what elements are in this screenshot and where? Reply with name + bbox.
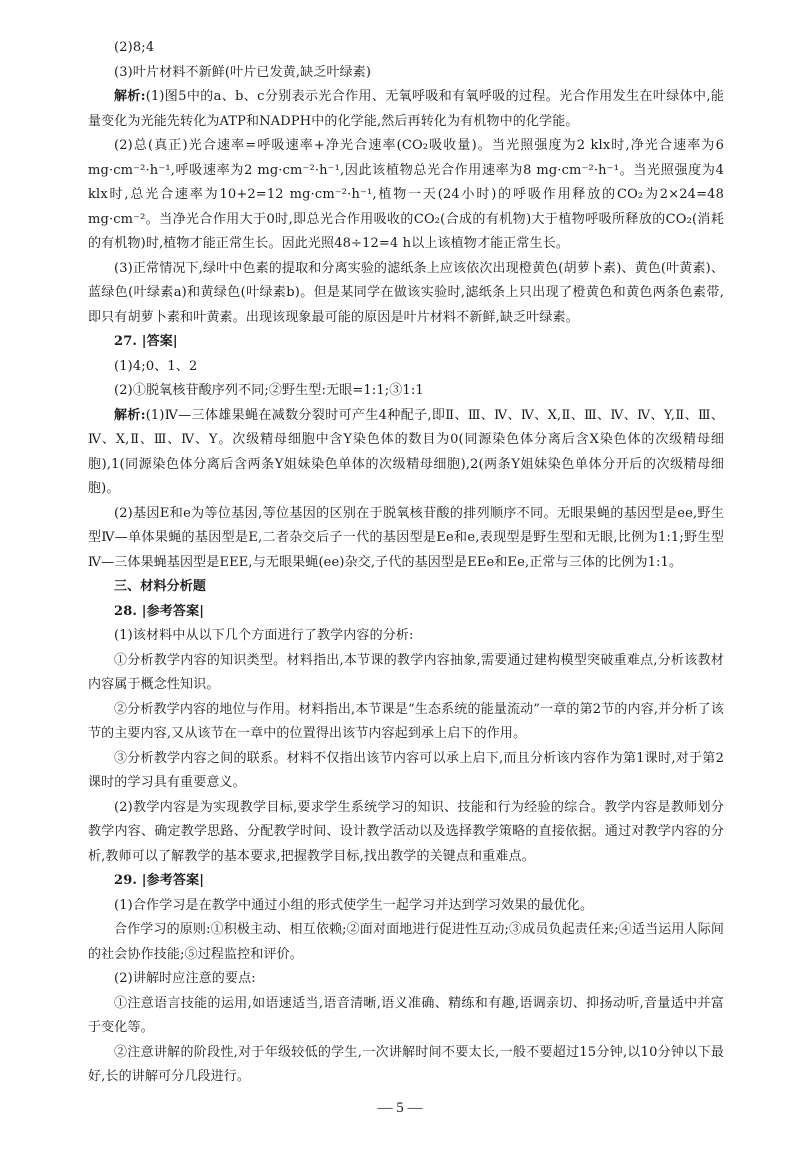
q29-para-4: ①注意语言技能的运用,如语速适当,语音清晰,语义准确、精练和有趣,语调亲切、抑扬动听,音量适中并富于变化等。 [88,995,724,1035]
q26-analysis-1 [88,85,724,134]
q26-analysis-2: (2)总(真正)光合速率=呼吸速率+净光合速率(CO₂吸收量)。当光照强度为2 klx时,净光合速率为6 mg·cm⁻²·h⁻¹,呼吸速率为2 mg·cm⁻²·h⁻¹,因此该植物总光合作用速率为8 mg·cm⁻²·h⁻¹。当光照强度为4 klx时,总光合速率为10+2=12 mg·cm⁻²·h⁻¹,植物一天(24小时)的呼吸作用释放的CO₂为2×24=48 mg·cm⁻²。当净光合作用大于0时,即总光合作用吸收的CO₂(合成的有机物)大于植物呼吸所释放的CO₂(消耗的有机物)时,植物才能正常生长。因此光照48÷12=4 h以上该植物才能正常生长。 [88,138,724,251]
page-body [88,36,724,1090]
q28-para-5: (2)教学内容是为实现教学目标,要求学生系统学习的知识、技能和行为经验的综合。教学内容是教师划分教学内容、确定教学思路、分配教学时间、设计教学活动以及选择教学策略的直接依据。通过对教学内容的分析,教师可以了解教学的基本要求,把握教学目标,找出教学的关键点和重难点。 [88,799,724,864]
q29-heading: 29. |参考答案| [114,873,205,888]
q28-para-1: (1)该材料中从以下几个方面进行了教学内容的分析: [114,628,414,643]
q26-analysis-3: (3)正常情况下,绿叶中色素的提取和分离实验的滤纸条上应该依次出现橙黄色(胡萝卜素)、黄色(叶黄素)、蓝绿色(叶绿素a)和黄绿色(叶绿素b)。但是某同学在做该实验时,滤纸条上只出现了橙黄色和黄色两条色素带,即只有胡萝卜素和叶黄素。出现该现象最可能的原因是叶片材料不新鲜,缺乏叶绿素。 [88,260,724,325]
q29-para-5: ②注意讲解的阶段性,对于年级较低的学生,一次讲解时间不要太长,一般不要超过15分钟,以10分钟以下最好,长的讲解可分几段进行。 [88,1044,724,1084]
q26-answer-line-2: (2)8;4 [114,40,155,55]
section-heading: 三、材料分析题 [114,579,207,594]
page-number: — 5 — [377,1100,423,1116]
analysis-label: 解析: [114,407,146,423]
q27-heading: 27. |答案| [114,334,178,349]
q27-analysis-1-text: (1)Ⅳ—三体雄果蝇在减数分裂时可产生4种配子,即Ⅱ、Ⅲ、Ⅳ、Ⅳ、X,Ⅱ、Ⅲ、Ⅳ、Ⅳ、Y,Ⅱ、Ⅲ、Ⅳ、X,Ⅱ、Ⅲ、Ⅳ、Y。次级精母细胞中含Y染色体的数目为0(同源染色体分离后含X染色体的次级精母细胞),1(同源染色体分离后含两条Y姐妹染色单体的次级精母细胞),2(两条Y姐妹染色单体分开后的次级精母细胞)。 [88,407,725,496]
q29-para-3: (2)讲解时应注意的要点: [114,971,256,986]
q28-heading: 28. |参考答案| [114,603,205,619]
analysis-label: 解析: [114,89,146,104]
q28-para-3: ②分析教学内容的地位与作用。材料指出,本节课是“生态系统的能量流动”一章的第2节的内容,并分析了该节的主要内容,又从该节在一章中的位置得出该节内容起到承上启下的作用。 [88,701,724,741]
q26-analysis-1-text: (1)图5中的a、b、c分别表示光合作用、无氧呼吸和有氧呼吸的过程。光合作用发生在叶绿体中,能量变化为光能先转化为ATP和NADPH中的化学能,然后再转化为有机物中的化学能。 [88,89,724,129]
q29-para-1: (1)合作学习是在教学中通过小组的形式使学生一起学习并达到学习效果的最优化。 [114,897,594,913]
q28-para-4: ③分析教学内容之间的联系。材料不仅指出该节内容可以承上启下,而且分析该内容作为第1课时,对于第2课时的学习具有重要意义。 [88,750,724,790]
q27-answer-1: (1)4;0、1、2 [114,358,198,374]
q28-para-2: ①分析教学内容的知识类型。材料指出,本节课的教学内容抽象,需要通过建构模型突破重难点,分析该教材内容属于概念性知识。 [88,652,724,692]
q27-analysis-2: (2)基因E和e为等位基因,等位基因的区别在于脱氧核苷酸的排列顺序不同。无眼果蝇的基因型是ee,野生型Ⅳ—单体果蝇的基因型是E,二者杂交后子一代的基因型是Ee和e,表现型是野生型和无眼,比例为1:1;野生型Ⅳ—三体果蝇基因型是EEE,与无眼果蝇(ee)杂交,子代的基因型是EEe和Ee,正常与三体的比例为1:1。 [88,505,724,570]
q26-answer-line-3: (3)叶片材料不新鲜(叶片已发黄,缺乏叶绿素) [114,64,372,80]
q27-answer-2: (2)①脱氧核苷酸序列不同;②野生型:无眼=1:1;③1:1 [114,383,424,398]
q27-analysis-1 [88,404,724,502]
q29-para-2: 合作学习的原则:①积极主动、相互依赖;②面对面地进行促进性互动;③成员负起责任来;④适当运用人际间的社会协作技能;⑤过程监控和评价。 [88,922,724,962]
